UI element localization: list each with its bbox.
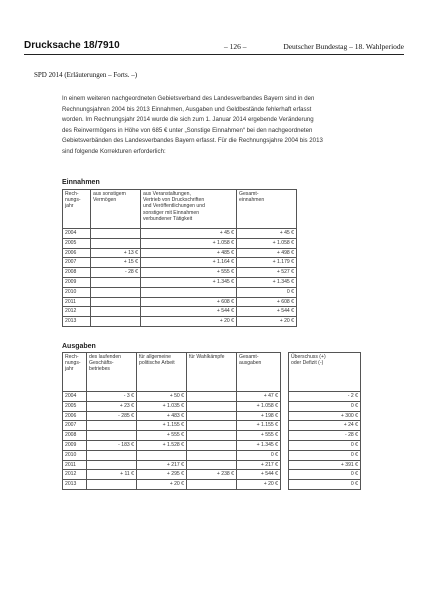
amount-cell: + 47 €: [237, 392, 281, 402]
amount-cell: + 1.528 €: [137, 440, 187, 450]
table-header-row: [63, 353, 361, 392]
amount-cell: + 1.035 €: [137, 401, 187, 411]
amount-cell: 0 €: [289, 440, 361, 450]
column-spacer: [281, 431, 289, 441]
amount-cell: [187, 440, 237, 450]
amount-cell: + 608 €: [141, 297, 237, 307]
amount-cell: [87, 421, 137, 431]
paragraph-line: Rechnungsjahren 2004 bis 2013 Einnahmen, Ausgaben und Geldbestände fehlerhaft erfasst: [62, 105, 312, 113]
amount-cell: + 544 €: [237, 307, 297, 317]
amount-cell: [91, 287, 141, 297]
column-spacer: [281, 480, 289, 490]
amount-cell: [91, 229, 141, 239]
ausgaben-table: [62, 352, 361, 490]
year-cell: 2004: [63, 392, 87, 402]
table-header-row: [63, 190, 297, 229]
amount-cell: + 1.164 €: [141, 258, 237, 268]
amount-cell: - 3 €: [87, 392, 137, 402]
table-row: [63, 470, 361, 480]
table-row: [63, 392, 361, 402]
amount-cell: + 45 €: [141, 229, 237, 239]
amount-cell: [91, 277, 141, 287]
amount-cell: + 13 €: [91, 248, 141, 258]
year-cell: 2011: [63, 460, 87, 470]
page-header: [24, 40, 404, 55]
amount-cell: [187, 460, 237, 470]
column-spacer: [281, 450, 289, 460]
amount-cell: + 527 €: [237, 268, 297, 278]
amount-cell: + 1.058 €: [237, 238, 297, 248]
amount-cell: [91, 297, 141, 307]
amount-cell: [91, 307, 141, 317]
amount-cell: + 238 €: [187, 470, 237, 480]
amount-cell: + 1.058 €: [141, 238, 237, 248]
amount-cell: 0 €: [289, 450, 361, 460]
column-spacer: [281, 353, 289, 392]
amount-cell: + 11 €: [87, 470, 137, 480]
column-header: aus sonstigem Vermögen: [91, 190, 141, 229]
amount-cell: [87, 480, 137, 490]
year-cell: 2010: [63, 450, 87, 460]
amount-cell: + 23 €: [87, 401, 137, 411]
table-row: [63, 440, 361, 450]
table-row: [63, 317, 297, 327]
amount-cell: + 295 €: [137, 470, 187, 480]
year-cell: 2007: [63, 258, 91, 268]
table-row: [63, 401, 361, 411]
amount-cell: + 1.155 €: [137, 421, 187, 431]
column-header: für allgemeine politische Arbeit: [137, 353, 187, 392]
year-cell: 2005: [63, 401, 87, 411]
amount-cell: + 217 €: [237, 460, 281, 470]
year-cell: 2005: [63, 238, 91, 248]
amount-cell: + 391 €: [289, 460, 361, 470]
publication-source: Deutscher Bundestag – 18. Wahlperiode: [283, 42, 404, 51]
amount-cell: + 50 €: [137, 392, 187, 402]
column-header: Rech- nungs- jahr: [63, 353, 87, 392]
section-subtitle: SPD 2014 (Erläuterungen – Forts. –): [34, 71, 138, 79]
amount-cell: + 1.345 €: [141, 277, 237, 287]
amount-cell: [187, 421, 237, 431]
year-cell: 2008: [63, 431, 87, 441]
amount-cell: + 24 €: [289, 421, 361, 431]
year-cell: 2012: [63, 470, 87, 480]
table-row: [63, 229, 297, 239]
column-header: aus Veranstaltungen, Vertrieb von Druckschriften und Veröffentlichungen und sonstiger mit Einnahmen verbundener Tätigkeit: [141, 190, 237, 229]
amount-cell: + 483 €: [137, 411, 187, 421]
table-row: [63, 287, 297, 297]
table-row: [63, 268, 297, 278]
amount-cell: + 608 €: [237, 297, 297, 307]
amount-cell: + 20 €: [237, 480, 281, 490]
amount-cell: + 15 €: [91, 258, 141, 268]
table-row: [63, 248, 297, 258]
table-row: [63, 297, 297, 307]
amount-cell: - 28 €: [289, 431, 361, 441]
amount-cell: - 285 €: [87, 411, 137, 421]
amount-cell: + 544 €: [141, 307, 237, 317]
amount-cell: + 555 €: [237, 431, 281, 441]
table-row: [63, 258, 297, 268]
table-row: [63, 411, 361, 421]
amount-cell: - 2 €: [289, 392, 361, 402]
amount-cell: + 555 €: [137, 431, 187, 441]
column-header: des laufenden Geschäfts- betriebes: [87, 353, 137, 392]
amount-cell: + 1.345 €: [237, 277, 297, 287]
amount-cell: + 300 €: [289, 411, 361, 421]
column-spacer: [281, 470, 289, 480]
amount-cell: + 20 €: [237, 317, 297, 327]
column-spacer: [281, 421, 289, 431]
amount-cell: [91, 317, 141, 327]
year-cell: 2012: [63, 307, 91, 317]
amount-cell: [87, 460, 137, 470]
year-cell: 2009: [63, 277, 91, 287]
amount-cell: + 498 €: [237, 248, 297, 258]
table-row: [63, 480, 361, 490]
column-header: für Wahlkämpfe: [187, 353, 237, 392]
column-spacer: [281, 401, 289, 411]
amount-cell: + 1.155 €: [237, 421, 281, 431]
table-row: [63, 450, 361, 460]
amount-cell: [87, 431, 137, 441]
amount-cell: [187, 450, 237, 460]
table-row: [63, 238, 297, 248]
amount-cell: 0 €: [289, 401, 361, 411]
year-cell: 2010: [63, 287, 91, 297]
year-cell: 2006: [63, 411, 87, 421]
table-row: [63, 277, 297, 287]
year-cell: 2008: [63, 268, 91, 278]
table-row: [63, 307, 297, 317]
paragraph-line: sind folgende Korrekturen erforderlich:: [62, 147, 166, 155]
amount-cell: [141, 287, 237, 297]
amount-cell: 0 €: [289, 470, 361, 480]
amount-cell: + 1.179 €: [237, 258, 297, 268]
amount-cell: + 1.058 €: [237, 401, 281, 411]
year-cell: 2013: [63, 480, 87, 490]
column-spacer: [281, 392, 289, 402]
amount-cell: 0 €: [289, 480, 361, 490]
amount-cell: [187, 431, 237, 441]
amount-cell: [137, 450, 187, 460]
amount-cell: 0 €: [237, 287, 297, 297]
column-spacer: [281, 440, 289, 450]
amount-cell: + 485 €: [141, 248, 237, 258]
amount-cell: - 183 €: [87, 440, 137, 450]
column-spacer: [281, 411, 289, 421]
ausgaben-heading: Ausgaben: [62, 343, 96, 350]
paragraph-line: worden. Im Rechnungsjahr 2014 wurde die sich zum 1. Januar 2014 ergebende Veränderung: [62, 116, 314, 124]
amount-cell: [187, 392, 237, 402]
table-row: [63, 421, 361, 431]
page-number: – 126 –: [224, 42, 247, 51]
column-header: Überschuss (+) oder Defizit (-): [289, 353, 361, 392]
column-header: Gesamt- ausgaben: [237, 353, 281, 392]
einnahmen-heading: Einnahmen: [62, 179, 100, 186]
einnahmen-table: [62, 189, 297, 327]
amount-cell: [187, 411, 237, 421]
amount-cell: + 198 €: [237, 411, 281, 421]
amount-cell: + 555 €: [141, 268, 237, 278]
year-cell: 2007: [63, 421, 87, 431]
year-cell: 2011: [63, 297, 91, 307]
amount-cell: + 20 €: [137, 480, 187, 490]
explanation-paragraph: [62, 94, 380, 158]
year-cell: 2013: [63, 317, 91, 327]
amount-cell: - 28 €: [91, 268, 141, 278]
amount-cell: + 1.345 €: [237, 440, 281, 450]
column-header: Gesamt- einnahmen: [237, 190, 297, 229]
paragraph-line: In einem weiteren nachgeordneten Gebietsverband des Landesverbandes Bayern sind in den: [62, 95, 315, 102]
year-cell: 2009: [63, 440, 87, 450]
amount-cell: [91, 238, 141, 248]
column-spacer: [281, 460, 289, 470]
amount-cell: 0 €: [237, 450, 281, 460]
amount-cell: [187, 401, 237, 411]
table-row: [63, 460, 361, 470]
amount-cell: + 544 €: [237, 470, 281, 480]
year-cell: 2006: [63, 248, 91, 258]
paragraph-line: des Reinvermögens in Höhe von 685 € unter „Sonstige Einnahmen“ bei den nachgeordneten: [62, 126, 313, 134]
amount-cell: [187, 480, 237, 490]
amount-cell: + 45 €: [237, 229, 297, 239]
year-cell: 2004: [63, 229, 91, 239]
amount-cell: + 217 €: [137, 460, 187, 470]
column-header: Rech- nungs- jahr: [63, 190, 91, 229]
paragraph-line: Gebietsverbänden des Landesverbandes Bayern erfasst. Für die Rechnungsjahre 2004 bis 2013: [62, 137, 323, 145]
amount-cell: [87, 450, 137, 460]
document-number: Drucksache 18/7910: [24, 40, 120, 51]
table-row: [63, 431, 361, 441]
amount-cell: + 20 €: [141, 317, 237, 327]
